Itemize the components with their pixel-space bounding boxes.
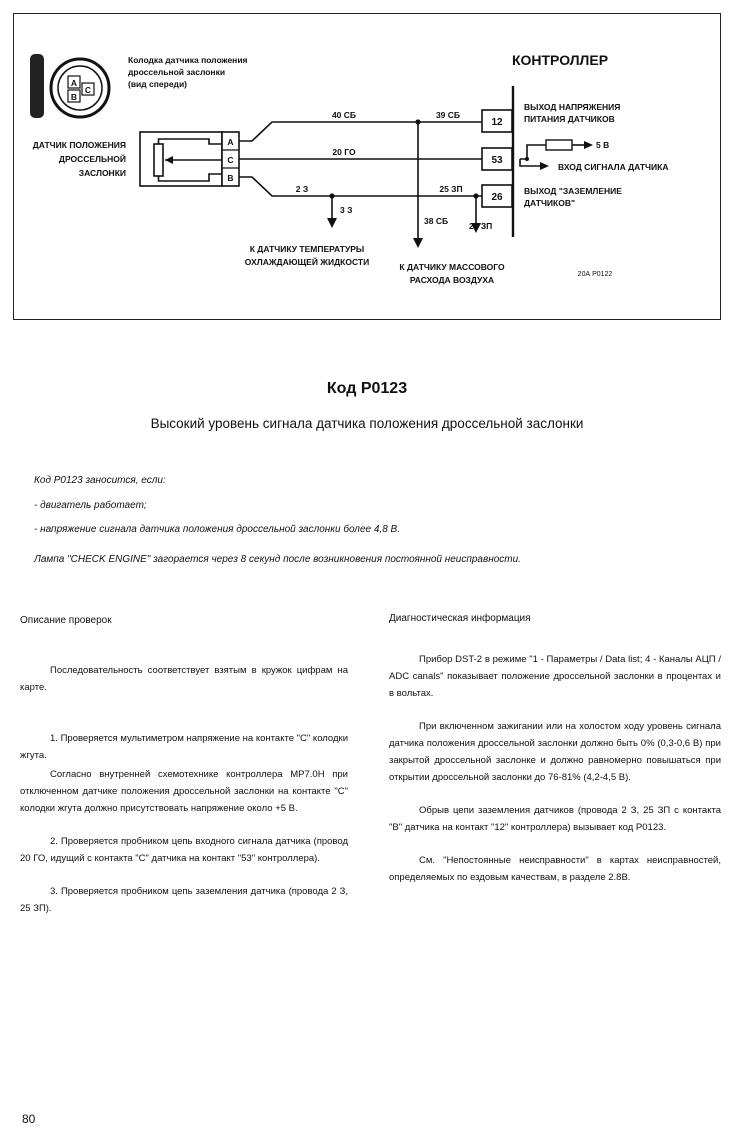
diagnostic-paragraph: Обрыв цепи заземления датчиков (провода 2 З, 25 ЗП с контакта "В" датчика на контакт "12" контроллера) вызывает код Р0123. [389,805,721,833]
wire-label-38: 38 СБ [424,216,449,226]
figure-id: 20А Р0122 [577,271,613,278]
wire-label-25: 25 ЗП [439,184,463,194]
sensor-pin-b: B [227,173,234,183]
sensor-label-2: ДРОССЕЛЬНОЙ [58,154,126,164]
wire-label-3: 3 З [340,205,353,215]
condition-item: - напряжение сигнала датчика положения дроссельной заслонки более 4,8 В. [34,524,400,535]
checks-description-column [20,612,348,917]
signal-input-label: ВХОД СИГНАЛА ДАТЧИКА [558,162,669,172]
out-supply-label-1: ВЫХОД НАПРЯЖЕНИЯ [524,102,621,112]
wire-40-sb [239,122,482,141]
connector-caption-1: Колодка датчика положения [128,55,248,65]
lamp-note: Лампа "CHECK ENGINE" загорается через 8 секунд после возникновения постоянной неисправности. [34,554,521,565]
controller-pin-53: 53 [491,155,503,166]
to-maf-sensor-label-2: РАСХОДА ВОЗДУХА [409,275,495,285]
code-subtitle: Высокий уровень сигнала датчика положения дроссельной заслонки [150,416,584,431]
connector-pin-c: C [84,85,92,95]
diagnostic-paragraph: См. "Непостоянные неисправности" в картах неисправностей, определяемых по ездовым качествам, в разделе 2.8В. [389,855,721,883]
sensor-pin-a: A [227,137,234,147]
wire-label-39: 39 СБ [435,110,461,120]
sensor-pin-c: C [227,155,234,165]
controller-pin-26: 26 [491,192,503,203]
conditions-intro: Код Р0123 заносится, если: [34,475,166,486]
out-supply-label-2: ПИТАНИЯ ДАТЧИКОВ [524,114,615,124]
wire-label-40: 40 СБ [331,110,357,120]
wire-label-26: 26 ЗП [469,221,493,231]
diagnostic-paragraph: Прибор DST-2 в режиме "1 - Параметры / Data list; 4 - Каналы АЦП / ADC canals" показывает положение дроссельной заслонки в процентах и в вольтах. [389,654,721,699]
arrow-right-icon [584,141,593,149]
to-maf-sensor-label-1: К ДАТЧИКУ МАССОВОГО [399,262,505,272]
diagnostic-heading: Диагностическая информация [389,613,531,624]
code-title: Код Р0123 [326,380,408,397]
connector-caption-2: дроссельной заслонки [128,67,226,77]
page-number: 80 [22,1112,36,1126]
connector-pin-b: B [70,92,78,102]
out-ground-label-2: ДАТЧИКОВ" [524,198,576,208]
arrow-down-icon [413,238,423,248]
to-coolant-sensor-label-2: ОХЛАЖДАЮЩЕЙ ЖИДКОСТИ [244,257,370,267]
condition-item: - двигатель работает; [34,500,147,511]
connector-caption-3: (вид спереди) [128,79,187,89]
wiring-diagram-frame [13,13,721,320]
diagnostic-paragraph: При включенном зажигании или на холостом ходу уровень сигнала датчика положения дроссельной заслонки должно быть 0% (0,3-0,6 В) при закрытой дроссельной заслонке и должно равномерно повышаться при открытии дроссельной заслонки до 76-81% (4,2-4,5 В). [389,721,721,783]
arrow-down-icon [327,218,337,228]
out-ground-label-1: ВЫХОД "ЗАЗЕМЛЕНИЕ [524,186,622,196]
check-step-1: 1. Проверяется мультиметром напряжение на контакте "С" колодки жгута. [20,733,348,761]
to-coolant-sensor-label-1: К ДАТЧИКУ ТЕМПЕРАТУРЫ [249,244,365,254]
diagnostic-info-column [389,610,721,886]
check-step-3: 3. Проверяется пробником цепь заземления датчика (провода 2 З, 25 ЗП). [20,886,348,914]
check-step-2: 2. Проверяется пробником цепь входного сигнала датчика (провод 20 ГО, идущий с контакта "С" датчика на контакт "53" контроллера). [20,836,348,864]
checks-heading: Описание проверок [20,615,112,626]
sensor-label-3: ЗАСЛОНКИ [78,168,126,178]
check-step-1-detail: Согласно внутренней схемотехнике контроллера МР7.0Н при отключенном датчике положения дроссельной заслонки на контакте "С" колодки жгута должно присутствовать напряжение около +5 В. [20,769,348,814]
sensor-label-1: ДАТЧИК ПОЛОЖЕНИЯ [32,140,126,150]
throttle-sensor-symbol [140,132,239,186]
checks-paragraph: Последовательность соответствует взятым в кружок цифрам на карте. [20,665,348,693]
wiring-diagram [14,14,722,321]
connector-pin-a: A [70,78,78,88]
pullup-resistor-icon [546,140,572,150]
wire-label-2: 2 З [295,184,309,194]
connector-front-view-icon [30,54,109,118]
wire-label-20: 20 ГО [332,147,356,157]
supply-voltage-label: 5 В [596,140,610,150]
controller-pin-12: 12 [491,117,503,128]
arrow-right-icon [540,162,549,170]
controller-title: КОНТРОЛЛЕР [511,52,609,68]
